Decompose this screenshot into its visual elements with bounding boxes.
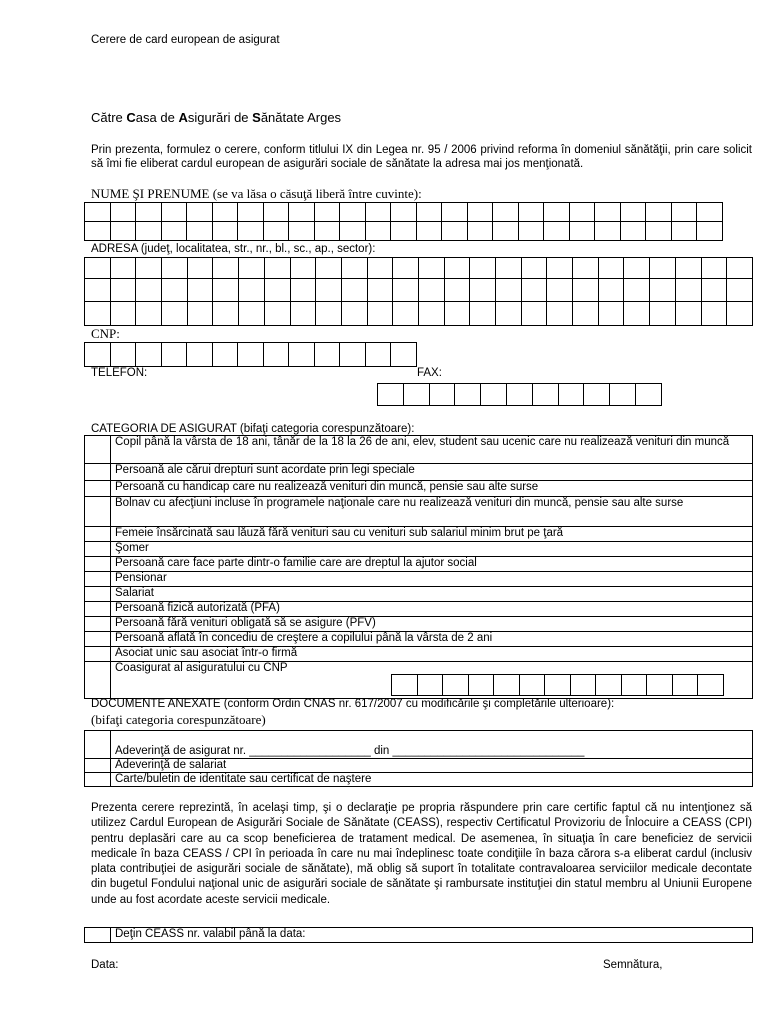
category-row [85, 527, 753, 542]
fax-grid[interactable] [377, 383, 662, 406]
input-cell[interactable] [569, 222, 595, 241]
input-cell[interactable] [314, 203, 340, 222]
input-cell[interactable] [570, 675, 596, 696]
input-cell[interactable] [701, 258, 727, 279]
input-cell[interactable] [697, 222, 723, 241]
input-cell[interactable] [598, 258, 624, 279]
input-cell[interactable] [598, 279, 624, 302]
input-cell[interactable] [264, 258, 290, 279]
category-row [85, 464, 753, 481]
category-row [85, 572, 753, 587]
category-row [85, 542, 753, 557]
category-checkbox[interactable] [85, 587, 111, 602]
input-cell[interactable] [85, 279, 111, 302]
input-cell[interactable] [467, 222, 493, 241]
document-header: Cerere de card european de asigurat [91, 34, 280, 46]
category-text: Pensionar [111, 572, 753, 587]
input-cell[interactable] [238, 343, 264, 367]
category-row [85, 557, 753, 572]
category-text: Şomer [111, 542, 753, 557]
input-cell[interactable] [620, 203, 646, 222]
input-cell[interactable] [444, 279, 470, 302]
input-cell[interactable] [316, 302, 342, 326]
input-cell[interactable] [391, 203, 417, 222]
input-cell[interactable] [85, 222, 111, 241]
input-cell[interactable] [187, 203, 213, 222]
input-cell[interactable] [365, 222, 391, 241]
declaration-paragraph: Prezenta cerere reprezintă, în acelaşi timp, şi o declaraţie pe propria răspundere prin care certific faptul că nu intenţionez să utilizez Cardul European de Asigurări Sociale de Sănătate (CEASS), respectiv Certificatul Provizoriu de Înlocuire a CEASS (CPI) pentru deplasări care au ca scop beneficierea de tratament medical. De asemenea, în situaţia în care beneficiez de servicii medicale în baza CEASS / CPI în perioada în care nu mai îndeplinesc toate condiţiile în baza cărora s-a eliberat cardul (inclusiv plata contribuţiei de asigurări sociale de sănătate), mă oblig să suport în totalitate contravaloarea serviciilor medicale decontate din bugetul Fondului naţional unic de asigurări sociale de sănătate şi rambursate instituţiei din statul membru al Uniunii Europene unde au fost acordate aceste servicii medicale. [91, 802, 752, 906]
input-cell[interactable] [367, 279, 393, 302]
category-row [85, 587, 753, 602]
ceass-text: Deţin CEASS nr. valabil până la data: [111, 928, 753, 943]
category-checkbox[interactable] [85, 527, 111, 542]
document-row [85, 759, 753, 773]
input-cell[interactable] [518, 222, 544, 241]
input-cell[interactable] [378, 384, 404, 406]
document-checkbox[interactable] [85, 731, 111, 759]
cnp-grid[interactable] [84, 342, 417, 367]
input-cell[interactable] [429, 384, 455, 406]
ceass-table [84, 927, 753, 943]
input-cell[interactable] [341, 279, 367, 302]
category-text: Persoană cu handicap care nu realizează venituri din muncă, pensie sau alte surse [111, 481, 753, 497]
intro-paragraph: Prin prezenta, formulez o cerere, conform titlului IX din Legea nr. 95 / 2006 privind reforma în domeniul sănătăţii, prin care solicit să îmi fie eliberat cardul european de asigurări sociale de sănătate la adresa mai jos menţionată. [91, 144, 752, 170]
input-cell[interactable] [289, 203, 315, 222]
input-cell[interactable] [518, 203, 544, 222]
input-cell[interactable] [494, 675, 520, 696]
input-cell[interactable] [532, 384, 558, 406]
input-cell[interactable] [110, 203, 136, 222]
input-cell[interactable] [698, 675, 724, 696]
input-cell[interactable] [496, 302, 522, 326]
input-cell[interactable] [558, 384, 584, 406]
input-cell[interactable] [391, 343, 417, 367]
input-cell[interactable] [213, 258, 239, 279]
input-cell[interactable] [547, 302, 573, 326]
cnp-label: CNP: [91, 326, 120, 341]
input-cell[interactable] [496, 279, 522, 302]
input-cell[interactable] [136, 203, 162, 222]
input-cell[interactable] [418, 302, 444, 326]
input-cell[interactable] [647, 675, 673, 696]
input-cell[interactable] [213, 302, 239, 326]
input-cell[interactable] [341, 302, 367, 326]
documents-table [84, 730, 753, 787]
category-checkbox[interactable] [85, 662, 111, 699]
input-cell[interactable] [624, 258, 650, 279]
signature-label: Semnătura, [603, 959, 663, 971]
documents-sublabel: (bifaţi categoria corespunzătoare) [91, 712, 266, 727]
category-row [85, 481, 753, 497]
category-text: Asociat unic sau asociat într-o firmă [111, 647, 753, 662]
category-row [85, 436, 753, 464]
input-cell[interactable] [470, 258, 496, 279]
input-cell[interactable] [290, 279, 316, 302]
input-cell[interactable] [442, 222, 468, 241]
input-cell[interactable] [573, 258, 599, 279]
category-checkbox[interactable] [85, 617, 111, 632]
category-checkbox[interactable] [85, 572, 111, 587]
category-text: Copil până la vârsta de 18 ani, tânăr de la 18 la 26 de ani, elev, student sau ucenic care nu realizează venituri din muncă [111, 436, 753, 464]
input-cell[interactable] [187, 279, 213, 302]
input-cell[interactable] [595, 203, 621, 222]
input-cell[interactable] [672, 675, 698, 696]
input-cell[interactable] [85, 258, 111, 279]
input-cell[interactable] [239, 258, 265, 279]
input-cell[interactable] [161, 343, 187, 367]
input-cell[interactable] [671, 222, 697, 241]
category-checkbox[interactable] [85, 481, 111, 497]
category-row [85, 632, 753, 647]
fax-label: FAX: [417, 367, 442, 379]
date-label: Data: [91, 959, 119, 971]
input-cell[interactable] [213, 279, 239, 302]
input-cell[interactable] [701, 279, 727, 302]
input-cell[interactable] [187, 343, 213, 367]
category-text: Salariat [111, 587, 753, 602]
input-cell[interactable] [365, 203, 391, 222]
input-cell[interactable] [161, 222, 187, 241]
input-cell[interactable] [316, 279, 342, 302]
address-grid[interactable] [84, 257, 753, 326]
input-cell[interactable] [263, 222, 289, 241]
input-cell[interactable] [393, 258, 419, 279]
input-cell[interactable] [314, 343, 340, 367]
input-cell[interactable] [544, 203, 570, 222]
input-cell[interactable] [545, 675, 571, 696]
input-cell[interactable] [417, 675, 443, 696]
input-cell[interactable] [289, 343, 315, 367]
input-cell[interactable] [675, 302, 701, 326]
category-row [85, 647, 753, 662]
input-cell[interactable] [547, 279, 573, 302]
category-row [85, 602, 753, 617]
coinsured-cnp-grid[interactable] [391, 674, 724, 696]
input-cell[interactable] [646, 203, 672, 222]
input-cell[interactable] [467, 203, 493, 222]
input-cell[interactable] [85, 302, 111, 326]
input-cell[interactable] [110, 302, 136, 326]
input-cell[interactable] [391, 222, 417, 241]
category-text: Persoană fără venituri obligată să se asigure (PFV) [111, 617, 753, 632]
category-checkbox[interactable] [85, 542, 111, 557]
input-cell[interactable] [136, 258, 162, 279]
input-cell[interactable] [290, 258, 316, 279]
input-cell[interactable] [442, 203, 468, 222]
input-cell[interactable] [444, 258, 470, 279]
input-cell[interactable] [187, 222, 213, 241]
addressee-line: Către Casa de Asigurări de Sănătate Arges [91, 110, 342, 125]
input-cell[interactable] [238, 203, 264, 222]
input-cell[interactable] [263, 203, 289, 222]
input-cell[interactable] [701, 302, 727, 326]
input-cell[interactable] [470, 302, 496, 326]
category-text: Persoană aflată în concediu de creştere a copilului până la vârsta de 2 ani [111, 632, 753, 647]
input-cell[interactable] [470, 279, 496, 302]
input-cell[interactable] [85, 343, 111, 367]
input-cell[interactable] [519, 675, 545, 696]
input-cell[interactable] [316, 258, 342, 279]
input-cell[interactable] [340, 222, 366, 241]
category-checkbox[interactable] [85, 436, 111, 464]
input-cell[interactable] [493, 222, 519, 241]
input-cell[interactable] [444, 302, 470, 326]
input-cell[interactable] [367, 258, 393, 279]
input-cell[interactable] [584, 384, 610, 406]
input-cell[interactable] [697, 203, 723, 222]
category-label: CATEGORIA DE ASIGURAT (bifaţi categoria corespunzătoare): [91, 423, 415, 435]
input-cell[interactable] [621, 675, 647, 696]
input-cell[interactable] [620, 222, 646, 241]
category-checkbox[interactable] [85, 647, 111, 662]
input-cell[interactable] [161, 203, 187, 222]
name-grid[interactable] [84, 202, 723, 241]
category-checkbox[interactable] [85, 602, 111, 617]
input-cell[interactable] [162, 302, 188, 326]
category-text: Coasigurat al asiguratului cu CNP [111, 662, 753, 699]
input-cell[interactable] [136, 302, 162, 326]
input-cell[interactable] [85, 203, 111, 222]
input-cell[interactable] [675, 279, 701, 302]
input-cell[interactable] [212, 343, 238, 367]
input-cell[interactable] [727, 279, 753, 302]
category-checkbox[interactable] [85, 557, 111, 572]
input-cell[interactable] [238, 222, 264, 241]
input-cell[interactable] [624, 279, 650, 302]
input-cell[interactable] [418, 258, 444, 279]
input-cell[interactable] [136, 222, 162, 241]
input-cell[interactable] [650, 258, 676, 279]
input-cell[interactable] [455, 384, 481, 406]
input-cell[interactable] [443, 675, 469, 696]
input-cell[interactable] [367, 302, 393, 326]
input-cell[interactable] [393, 302, 419, 326]
category-checkbox[interactable] [85, 464, 111, 481]
input-cell[interactable] [547, 258, 573, 279]
input-cell[interactable] [496, 258, 522, 279]
input-cell[interactable] [468, 675, 494, 696]
input-cell[interactable] [340, 203, 366, 222]
input-cell[interactable] [403, 384, 429, 406]
input-cell[interactable] [162, 258, 188, 279]
input-cell[interactable] [162, 279, 188, 302]
phone-label: TELEFON: [91, 367, 148, 379]
input-cell[interactable] [416, 203, 442, 222]
input-cell[interactable] [290, 302, 316, 326]
input-cell[interactable] [418, 279, 444, 302]
category-text: Femeie însărcinată sau lăuză fără venituri sau cu venituri sub salariul minim brut pe ţară [111, 527, 753, 542]
input-cell[interactable] [521, 302, 547, 326]
category-table [84, 435, 753, 699]
category-text: Persoană ale cărui drepturi sunt acordate prin legi speciale [111, 464, 753, 481]
input-cell[interactable] [314, 222, 340, 241]
input-cell[interactable] [136, 343, 162, 367]
input-cell[interactable] [650, 279, 676, 302]
input-cell[interactable] [506, 384, 532, 406]
input-cell[interactable] [110, 258, 136, 279]
category-text: Persoană care face parte dintr-o familie care are dreptul la ajutor social [111, 557, 753, 572]
input-cell[interactable] [416, 222, 442, 241]
category-checkbox[interactable] [85, 632, 111, 647]
address-label: ADRESA (judeţ, localitatea, str., nr., bl., sc., ap., sector): [91, 243, 376, 255]
input-cell[interactable] [289, 222, 315, 241]
ceass-checkbox[interactable] [85, 928, 111, 943]
input-cell[interactable] [521, 258, 547, 279]
input-cell[interactable] [573, 302, 599, 326]
input-cell[interactable] [393, 279, 419, 302]
input-cell[interactable] [675, 258, 701, 279]
input-cell[interactable] [671, 203, 697, 222]
document-row [85, 773, 753, 787]
input-cell[interactable] [646, 222, 672, 241]
input-cell[interactable] [341, 258, 367, 279]
input-cell[interactable] [493, 203, 519, 222]
input-cell[interactable] [212, 222, 238, 241]
input-cell[interactable] [239, 279, 265, 302]
input-cell[interactable] [110, 279, 136, 302]
input-cell[interactable] [187, 258, 213, 279]
input-cell[interactable] [110, 222, 136, 241]
input-cell[interactable] [110, 343, 136, 367]
input-cell[interactable] [263, 343, 289, 367]
input-cell[interactable] [136, 279, 162, 302]
input-cell[interactable] [544, 222, 570, 241]
input-cell[interactable] [187, 302, 213, 326]
input-cell[interactable] [521, 279, 547, 302]
category-row [85, 617, 753, 632]
document-text: Adeverinţă de asigurat nr. ___________________ din ______________________________ [111, 731, 753, 759]
document-checkbox[interactable] [85, 773, 111, 787]
category-text: Persoană fizică autorizată (PFA) [111, 602, 753, 617]
input-cell[interactable] [340, 343, 366, 367]
input-cell[interactable] [573, 279, 599, 302]
input-cell[interactable] [598, 302, 624, 326]
input-cell[interactable] [212, 203, 238, 222]
documents-label: DOCUMENTE ANEXATE (conform Ordin CNAS nr. 617/2007 cu modificările şi completările ulterioare): [91, 698, 615, 710]
input-cell[interactable] [595, 222, 621, 241]
input-cell[interactable] [596, 675, 622, 696]
input-cell[interactable] [624, 302, 650, 326]
input-cell[interactable] [727, 302, 753, 326]
input-cell[interactable] [239, 302, 265, 326]
input-cell[interactable] [365, 343, 391, 367]
input-cell[interactable] [727, 258, 753, 279]
document-text: Adeverinţă de salariat [111, 759, 753, 773]
input-cell[interactable] [610, 384, 636, 406]
category-checkbox[interactable] [85, 497, 111, 527]
category-text: Bolnav cu afecţiuni incluse în programele naţionale care nu realizează venituri din muncă, pensie sau alte surse [111, 497, 753, 527]
input-cell[interactable] [481, 384, 507, 406]
input-cell[interactable] [569, 203, 595, 222]
document-checkbox[interactable] [85, 759, 111, 773]
document-row [85, 731, 753, 759]
category-row [85, 497, 753, 527]
ceass-row [85, 928, 753, 943]
input-cell[interactable] [264, 302, 290, 326]
input-cell[interactable] [264, 279, 290, 302]
name-label: NUME ŞI PRENUME (se va lăsa o căsuţă liberă între cuvinte): [91, 186, 422, 201]
input-cell[interactable] [392, 675, 418, 696]
input-cell[interactable] [650, 302, 676, 326]
input-cell[interactable] [635, 384, 661, 406]
document-text: Carte/buletin de identitate sau certificat de naştere [111, 773, 753, 787]
